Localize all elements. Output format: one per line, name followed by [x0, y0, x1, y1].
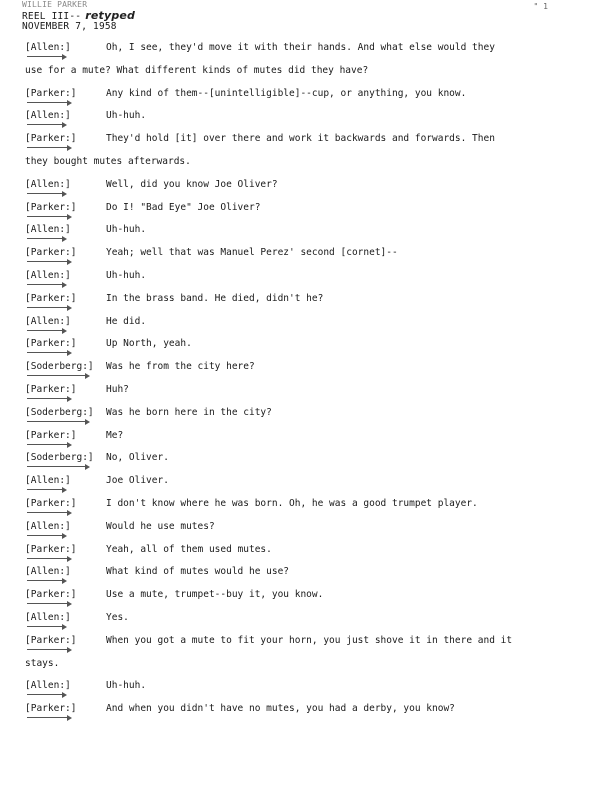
- speaker-underline-arrow: [27, 512, 68, 513]
- faint-header-line: WILLIE PARKER: [22, 0, 88, 9]
- speaker-underline-arrow: [27, 102, 68, 103]
- utterance-text: And when you didn't have no mutes, you had a derby, you know?: [106, 703, 455, 715]
- speaker-underline-arrow: [27, 216, 68, 217]
- utterance-text: Huh?: [106, 384, 129, 395]
- speaker-label: [Parker:]: [25, 635, 76, 647]
- utterance-text: Me?: [106, 429, 124, 441]
- utterance-text: Uh-huh.: [106, 110, 147, 122]
- speaker-underline-arrow: [27, 352, 68, 353]
- speaker-label: [Allen:]: [25, 612, 71, 624]
- speaker-label: [Parker:]: [25, 498, 76, 510]
- speaker-label: [Parker:]: [25, 430, 76, 442]
- speaker-label: [Parker:]: [25, 338, 76, 350]
- utterance-text: Uh-huh.: [106, 270, 147, 281]
- speaker-underline-arrow: [27, 535, 63, 536]
- handwritten-retyped-note: retyped: [85, 9, 136, 22]
- speaker-label: [Parker:]: [25, 247, 76, 259]
- utterance-text: When you got a mute to fit your horn, you just shove it in there and it: [106, 634, 513, 646]
- utterance-text: Joe Oliver.: [106, 475, 169, 487]
- speaker-underline-arrow: [27, 238, 63, 239]
- speaker-label: [Parker:]: [25, 384, 76, 396]
- speaker-underline-arrow: [27, 626, 63, 627]
- interview-date: NOVEMBER 7, 1958: [22, 21, 117, 32]
- utterance-text: Any kind of them--[unintelligible]--cup, or anything, you know.: [106, 87, 467, 99]
- utterance-text: Up North, yeah.: [106, 338, 192, 350]
- speaker-label: [Parker:]: [25, 544, 76, 556]
- speaker-underline-arrow: [27, 717, 68, 718]
- speaker-underline-arrow: [27, 284, 63, 285]
- utterance-text: Yes.: [106, 612, 129, 623]
- speaker-label: [Allen:]: [25, 316, 71, 328]
- utterance-text: No, Oliver.: [106, 452, 169, 464]
- speaker-underline-arrow: [27, 398, 68, 399]
- speaker-underline-arrow: [27, 56, 63, 57]
- speaker-label: [Allen:]: [25, 475, 71, 487]
- speaker-label: [Parker:]: [25, 133, 76, 145]
- speaker-underline-arrow: [27, 444, 68, 445]
- utterance-text: Do I! "Bad Eye" Joe Oliver?: [106, 201, 261, 213]
- speaker-underline-arrow: [27, 580, 63, 581]
- utterance-continuation-text: they bought mutes afterwards.: [25, 156, 191, 167]
- speaker-underline-arrow: [27, 307, 68, 308]
- speaker-underline-arrow: [27, 603, 68, 604]
- speaker-label: [Parker:]: [25, 589, 76, 601]
- utterance-text: Well, did you know Joe Oliver?: [106, 178, 278, 190]
- speaker-label: [Parker:]: [25, 202, 76, 214]
- speaker-label: [Allen:]: [25, 179, 71, 191]
- speaker-label: [Allen:]: [25, 270, 71, 282]
- speaker-label: [Parker:]: [25, 703, 76, 715]
- speaker-underline-arrow: [27, 466, 86, 467]
- speaker-label: [Soderberg:]: [25, 452, 94, 464]
- corner-page-mark: " 1: [533, 2, 548, 11]
- utterance-text: Was he born here in the city?: [106, 406, 272, 418]
- speaker-label: [Soderberg:]: [25, 407, 94, 419]
- speaker-underline-arrow: [27, 147, 68, 148]
- speaker-label: [Allen:]: [25, 521, 71, 533]
- speaker-underline-arrow: [27, 330, 63, 331]
- utterance-text: Yeah, all of them used mutes.: [106, 543, 272, 555]
- speaker-label: [Allen:]: [25, 224, 71, 236]
- utterance-continuation-text: stays.: [25, 657, 60, 669]
- utterance-text: Use a mute, trumpet--buy it, you know.: [106, 589, 324, 601]
- reel-label: REEL III--: [22, 11, 82, 22]
- speaker-label: [Parker:]: [25, 293, 76, 305]
- utterance-text: Was he from the city here?: [106, 361, 255, 373]
- utterance-text: Yeah; well that was Manuel Perez' second [cornet]--: [106, 247, 398, 259]
- speaker-underline-arrow: [27, 649, 68, 650]
- speaker-label: [Allen:]: [25, 680, 71, 692]
- speaker-label: [Allen:]: [25, 110, 71, 122]
- speaker-underline-arrow: [27, 694, 63, 695]
- utterance-continuation-text: use for a mute? What different kinds of mutes did they have?: [25, 64, 369, 76]
- utterance-text: He did.: [106, 315, 147, 327]
- utterance-text: Uh-huh.: [106, 224, 147, 236]
- utterance-text: Oh, I see, they'd move it with their hands. And what else would they: [106, 42, 495, 53]
- speaker-underline-arrow: [27, 375, 86, 376]
- speaker-underline-arrow: [27, 421, 86, 422]
- speaker-label: [Soderberg:]: [25, 361, 94, 373]
- utterance-text: Would he use mutes?: [106, 520, 215, 532]
- utterance-text: Uh-huh.: [106, 680, 147, 692]
- speaker-label: [Allen:]: [25, 42, 71, 54]
- speaker-underline-arrow: [27, 261, 68, 262]
- speaker-underline-arrow: [27, 193, 63, 194]
- utterance-text: In the brass band. He died, didn't he?: [106, 292, 324, 304]
- utterance-text: They'd hold [it] over there and work it backwards and forwards. Then: [106, 133, 495, 145]
- speaker-label: [Allen:]: [25, 566, 71, 578]
- speaker-underline-arrow: [27, 124, 63, 125]
- utterance-text: I don't know where he was born. Oh, he was a good trumpet player.: [106, 498, 478, 509]
- utterance-text: What kind of mutes would he use?: [106, 566, 290, 578]
- speaker-underline-arrow: [27, 558, 68, 559]
- speaker-underline-arrow: [27, 489, 63, 490]
- speaker-label: [Parker:]: [25, 88, 76, 100]
